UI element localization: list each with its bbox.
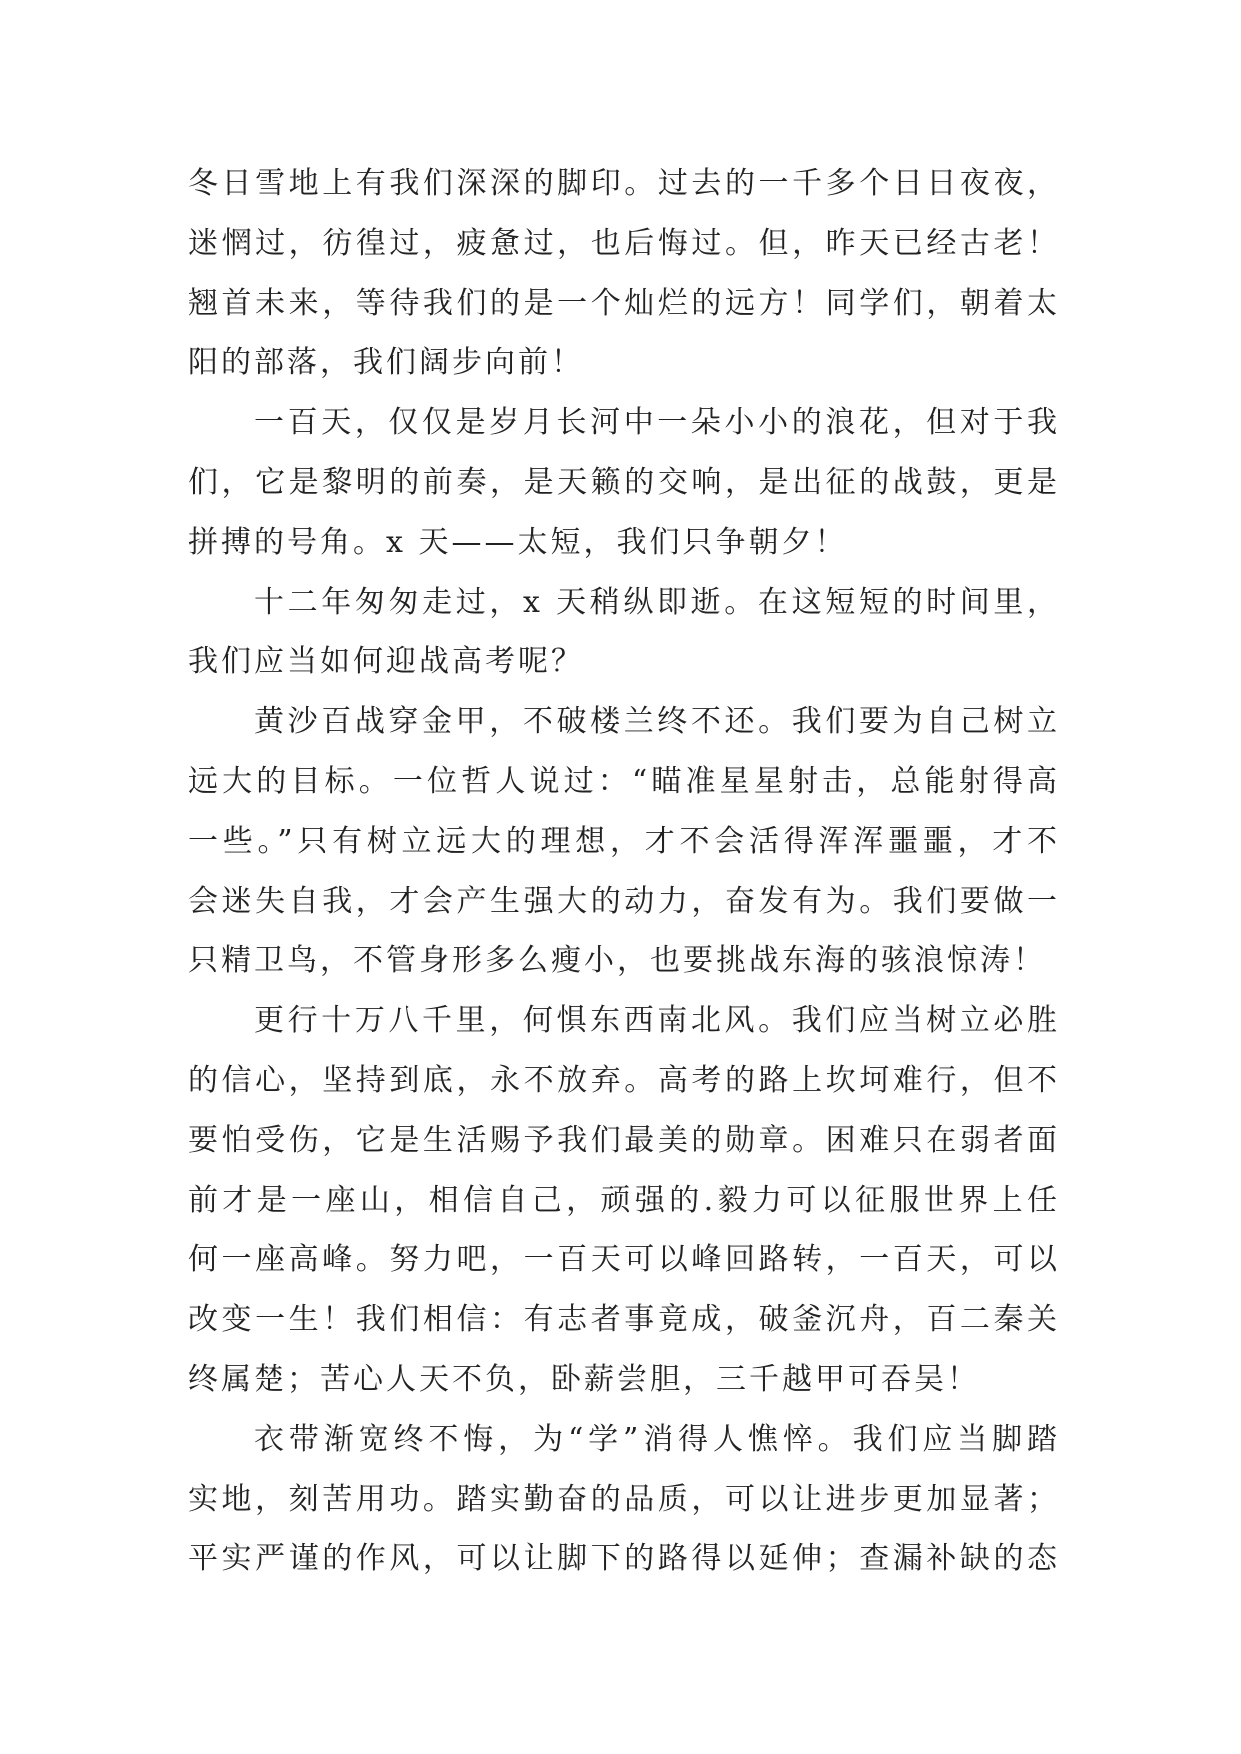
- text-line-content: 衣带渐宽终不悔，为“学”消得人憔悴。我们应当脚踏: [254, 1421, 1060, 1457]
- text-line: [188, 1171, 1060, 1231]
- text-line-content: 改变一生！我们相信：有志者事竟成，破釜沉舟，百二秦关: [188, 1302, 1060, 1338]
- text-line: [188, 692, 1060, 752]
- text-line: [188, 872, 1060, 932]
- text-line: 拼搏的号角。x 天——太短，我们只争朝夕！: [188, 524, 848, 560]
- text-line-content: 一百天，仅仅是岁月长河中一朵小小的浪花，但对于我: [254, 405, 1060, 441]
- text-line: [188, 274, 1060, 334]
- text-line-content: 一些。”只有树立远大的理想，才不会活得浑浑噩噩，才不: [188, 823, 1060, 859]
- text-line: [188, 573, 1060, 633]
- text-line-content: 会迷失自我，才会产生强大的动力，奋发有为。我们要做一: [188, 883, 1060, 919]
- text-line: [188, 154, 1060, 214]
- text-line: 阳的部落，我们阔步向前！: [188, 345, 584, 381]
- text-line: [188, 1290, 1060, 1350]
- text-line: [188, 1410, 1060, 1470]
- text-line: [188, 1230, 1060, 1290]
- text-line-content: 的信心，坚持到底，永不放弃。高考的路上坎坷难行，但不: [188, 1062, 1060, 1098]
- text-line-content: 翘首未来，等待我们的是一个灿烂的远方！同学们，朝着太: [188, 285, 1060, 321]
- text-line-content: 平实严谨的作风，可以让脚下的路得以延伸；查漏补缺的态: [188, 1541, 1060, 1577]
- text-line: [188, 812, 1060, 872]
- text-line: [188, 214, 1060, 274]
- text-line-content: 迷惘过，彷徨过，疲惫过，也后悔过。但，昨天已经古老！: [188, 225, 1060, 261]
- text-line: [188, 1051, 1060, 1111]
- text-line-content: 前才是一座山，相信自己，顽强的.毅力可以征服世界上任: [188, 1182, 1060, 1218]
- text-line: 只精卫鸟，不管身形多么瘦小，也要挑战东海的骇浪惊涛！: [188, 943, 1046, 979]
- text-line-content: 黄沙百战穿金甲，不破楼兰终不还。我们要为自己树立: [254, 704, 1060, 740]
- text-line: [188, 1529, 1060, 1589]
- text-line-content: 十二年匆匆走过，x 天稍纵即逝。在这短短的时间里，: [254, 584, 1060, 620]
- text-line: 我们应当如何迎战高考呢？: [188, 644, 584, 680]
- text-line-content: 远大的目标。一位哲人说过：“瞄准星星射击，总能射得高: [188, 763, 1060, 799]
- text-line: [188, 991, 1060, 1051]
- text-line-content: 更行十万八千里，何惧东西南北风。我们应当树立必胜: [254, 1003, 1060, 1039]
- text-line-content: 实地，刻苦用功。踏实勤奋的品质，可以让进步更加显著；: [188, 1481, 1060, 1517]
- text-line: [188, 393, 1060, 453]
- text-line: [188, 453, 1060, 513]
- text-line: [188, 752, 1060, 812]
- text-line-content: 何一座高峰。努力吧，一百天可以峰回路转，一百天，可以: [188, 1242, 1060, 1278]
- text-line-content: 们，它是黎明的前奏，是天籁的交响，是出征的战鼓，更是: [188, 464, 1060, 500]
- text-line: 终属楚；苦心人天不负，卧薪尝胆，三千越甲可吞吴！: [188, 1361, 980, 1397]
- text-line-content: 要怕受伤，它是生活赐予我们最美的勋章。困难只在弱者面: [188, 1122, 1060, 1158]
- text-line: [188, 1111, 1060, 1171]
- text-line-content: 冬日雪地上有我们深深的脚印。过去的一千多个日日夜夜，: [188, 166, 1060, 201]
- text-line: [188, 1470, 1060, 1530]
- body-text: [188, 154, 1060, 1589]
